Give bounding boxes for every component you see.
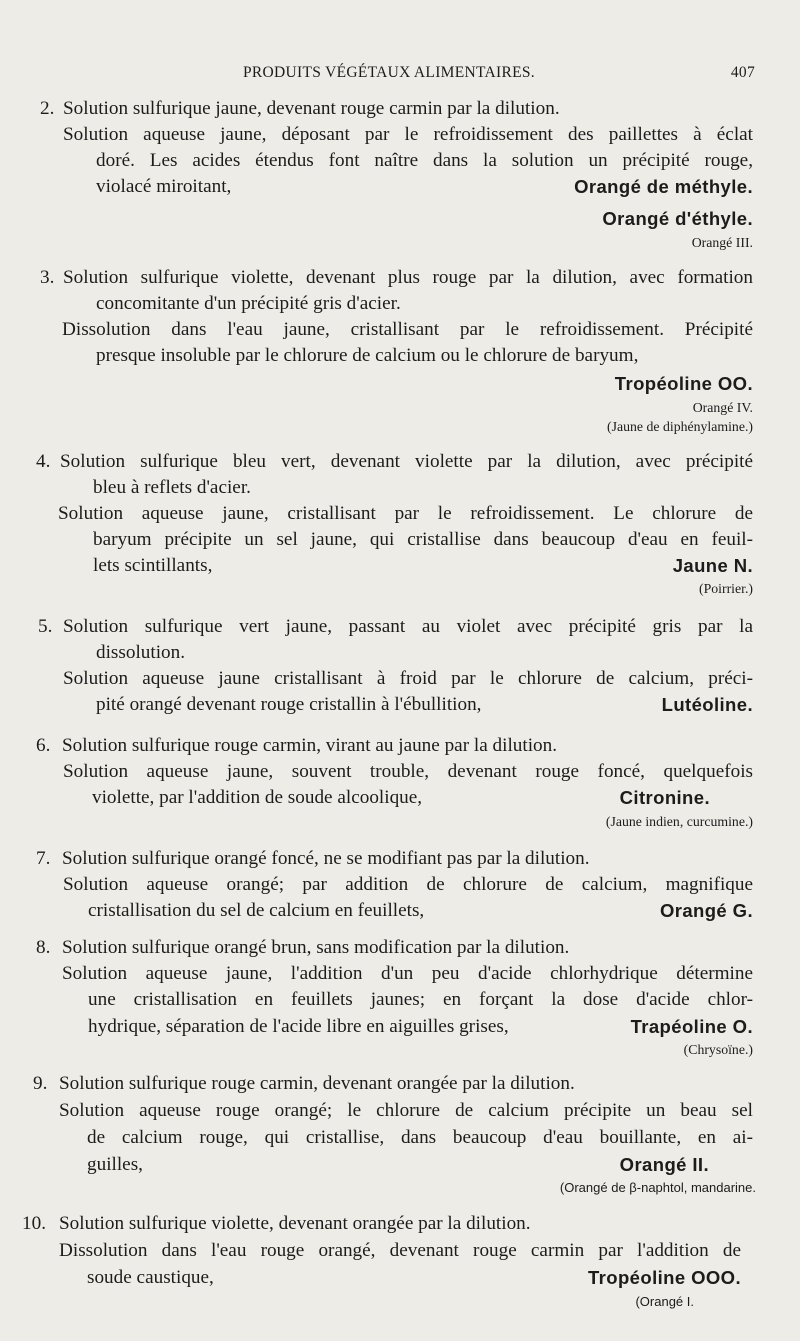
entry-text-line: Solution aqueuse jaune, l'addition d'un peu d'acide chlorhydrique détermine	[62, 963, 753, 984]
entry-number: 10.	[22, 1213, 46, 1234]
entry-text-line: Solution sulfurique violette, devenant plus rouge par la dilution, avec formation	[63, 267, 753, 288]
entry-number: 2.	[40, 98, 55, 119]
entry-text-line: dissolution.	[96, 642, 186, 663]
entry-text-line: hydrique, séparation de l'acide libre en aiguilles grises,	[88, 1016, 509, 1037]
entry-text-line: Solution aqueuse rouge orangé; le chlorure de calcium précipite un beau sel	[59, 1100, 753, 1121]
entry-text-line: pité orangé devenant rouge cristallin à l'ébullition,	[96, 694, 482, 715]
entry-text-line: Solution aqueuse orangé; par addition de chlorure de calcium, magnifique	[63, 874, 753, 895]
entry-text-line: Solution sulfurique orangé brun, sans modification par la dilution.	[62, 937, 570, 958]
entry-text-line: Solution aqueuse jaune, déposant par le refroidissement des paillettes à éclat	[63, 124, 753, 145]
synonym-note: (Chrysoïne.)	[683, 1042, 753, 1057]
synonym-note: (Orangé de β-naphtol, mandarine.	[559, 1180, 756, 1195]
entry-text-line: soude caustique,	[87, 1267, 214, 1288]
entry-number: 5.	[38, 616, 53, 637]
entry-text-line: cristallisation du sel de calcium en feuillets,	[88, 900, 425, 921]
compound-name: Citronine.	[619, 787, 710, 808]
entry-text-line: doré. Les acides étendus font naître dans la solution un précipité rouge,	[96, 150, 753, 171]
entry-text-line: Solution aqueuse jaune, souvent trouble, devenant rouge foncé, quelquefois	[63, 761, 753, 782]
entry-number: 9.	[33, 1073, 48, 1094]
entry-text-line: Solution sulfurique vert jaune, passant au violet avec précipité gris par la	[63, 616, 753, 637]
entry-number: 4.	[36, 451, 51, 472]
entry-text-line: de calcium rouge, qui cristallise, dans beaucoup d'eau bouillante, en ai-	[87, 1127, 753, 1148]
entry-number: 8.	[36, 937, 51, 958]
entry-text-line: Solution aqueuse jaune, cristallisant par le refroidissement. Le chlorure de	[58, 503, 753, 524]
page-number: 407	[730, 64, 755, 81]
compound-name: Trapéoline O.	[630, 1016, 753, 1037]
compound-name: Lutéoline.	[661, 694, 753, 715]
compound-name: Tropéoline OO.	[614, 373, 753, 394]
compound-name: Tropéoline OOO.	[588, 1267, 741, 1288]
compound-name: Orangé II.	[619, 1154, 709, 1175]
entry-text-line: Dissolution dans l'eau rouge orangé, devenant rouge carmin par l'addition de	[59, 1240, 741, 1261]
compound-name: Orangé de méthyle.	[574, 176, 753, 197]
compound-name: Orangé G.	[659, 900, 753, 921]
entry-number: 3.	[40, 267, 55, 288]
synonym-note: (Jaune indien, curcumine.)	[605, 814, 753, 829]
entry-text-line: Solution sulfurique rouge carmin, devenant orangée par la dilution.	[59, 1073, 575, 1094]
entry-text-line: Solution aqueuse jaune cristallisant à froid par le chlorure de calcium, préci-	[63, 668, 753, 689]
running-title: PRODUITS VÉGÉTAUX ALIMENTAIRES.	[243, 64, 535, 81]
entry-text-line: Solution sulfurique rouge carmin, virant au jaune par la dilution.	[62, 735, 558, 756]
compound-name: Jaune N.	[672, 555, 753, 576]
synonym-note: Orangé III.	[691, 235, 753, 250]
entry-text-line: baryum précipite un sel jaune, qui cristallise dans beaucoup d'eau en feuil-	[93, 529, 753, 550]
entry-text-line: violette, par l'addition de soude alcoolique,	[92, 787, 423, 808]
synonym-note: (Poirrier.)	[698, 581, 753, 596]
entry-text-line: Solution sulfurique bleu vert, devenant violette par la dilution, avec précipité	[60, 451, 753, 472]
entry-text-line: Solution sulfurique orangé foncé, ne se modifiant pas par la dilution.	[62, 848, 590, 869]
entry-text-line: Solution sulfurique jaune, devenant rouge carmin par la dilution.	[63, 98, 560, 119]
entry-text-line: bleu à reflets d'acier.	[93, 477, 251, 498]
synonym-note: (Jaune de diphénylamine.)	[607, 419, 753, 434]
entry-text-line: presque insoluble par le chlorure de calcium ou le chlorure de baryum,	[96, 345, 639, 366]
entry-text-line: une cristallisation en feuillets jaunes; en forçant la dose d'acide chlor-	[88, 989, 753, 1010]
entry-text-line: Dissolution dans l'eau jaune, cristallisant par le refroidissement. Précipité	[62, 319, 753, 340]
running-header	[0, 64, 800, 88]
entry-text-line: lets scintillants,	[93, 555, 213, 576]
entry-text-line: violacé miroitant,	[96, 176, 232, 197]
entry-number: 6.	[36, 735, 51, 756]
entry-text-line: guilles,	[87, 1154, 143, 1175]
synonym-note: Orangé IV.	[692, 400, 753, 415]
entry-text-line: concomitante d'un précipité gris d'acier.	[96, 293, 401, 314]
compound-name: Orangé d'éthyle.	[602, 208, 753, 229]
entry-number: 7.	[36, 848, 51, 869]
entry-text-line: Solution sulfurique violette, devenant orangée par la dilution.	[59, 1213, 531, 1234]
synonym-note: (Orangé I.	[635, 1294, 694, 1309]
